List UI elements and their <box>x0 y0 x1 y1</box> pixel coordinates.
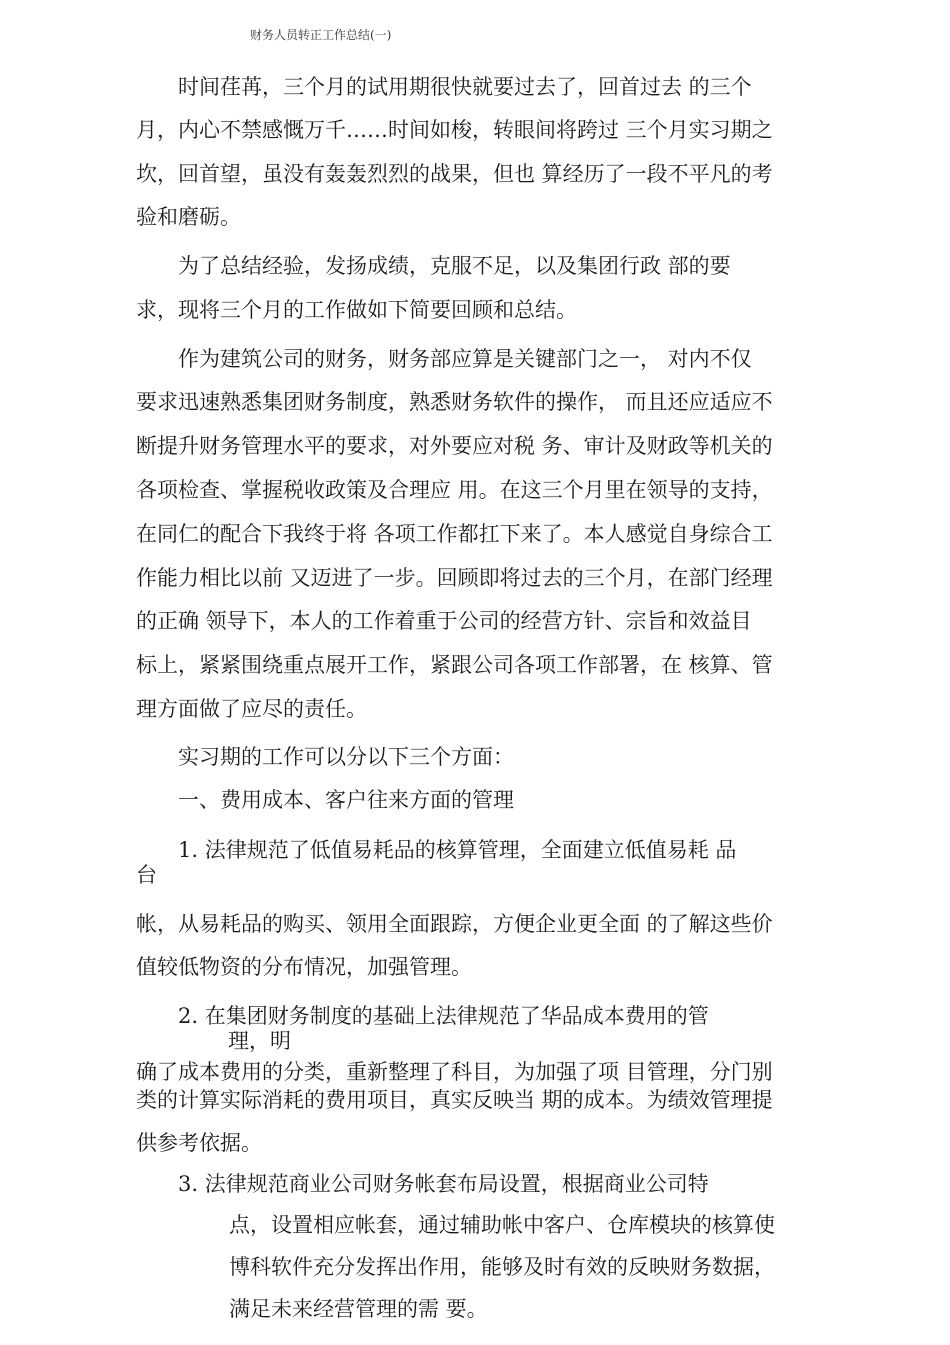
body-line: 类的计算实际消耗的费用项目，真实反映当 期的成本。为绩效管理提 <box>136 1088 773 1112</box>
body-line: 求，现将三个月的工作做如下简要回顾和总结。 <box>136 298 577 322</box>
body-line: 在同仁的配合下我终于将 各项工作都扛下来了。本人感觉自身综合工 <box>136 522 773 546</box>
body-line: 博科软件充分发挥出作用，能够及时有效的反映财务数据， <box>229 1255 775 1279</box>
body-line: 断提升财务管理水平的要求，对外要应对税 务、审计及财政等机关的 <box>136 434 773 458</box>
body-line: 供参考依据。 <box>136 1131 262 1155</box>
body-line: 理，明 <box>228 1029 291 1053</box>
body-line: 为了总结经验，发扬成绩，克服不足，以及集团行政 部的要 <box>178 254 731 278</box>
section-intro: 实习期的工作可以分以下三个方面： <box>178 745 514 769</box>
body-line: 确了成本费用的分类，重新整理了科目，为加强了项 目管理，分门别 <box>136 1060 773 1084</box>
body-line: 帐，从易耗品的购买、领用全面跟踪，方便企业更全面 的了解这些价 <box>136 912 773 936</box>
body-line: 月，内心不禁感慨万千……时间如梭，转眼间将跨过 三个月实习期之 <box>136 118 773 142</box>
page-header: 财务人员转正工作总结(一) <box>250 28 392 42</box>
list-item-2: 2. 在集团财务制度的基础上法律规范了华品成本费用的管 <box>178 1004 709 1028</box>
list-item-3: 3. 法律规范商业公司财务帐套布局设置，根据商业公司特 <box>178 1172 709 1196</box>
body-line: 满足未来经营管理的需 要。 <box>229 1297 488 1321</box>
section-heading: 一、费用成本、客户往来方面的管理 <box>178 788 514 812</box>
body-line: 点，设置相应帐套，通过辅助帐中客户、仓库模块的核算使 <box>229 1213 775 1237</box>
body-line: 的正确 领导下，本人的工作着重于公司的经营方针、宗旨和效益目 <box>136 609 752 633</box>
body-line: 作为建筑公司的财务，财务部应算是关键部门之一， 对内不仅 <box>178 347 752 371</box>
body-line: 要求迅速熟悉集团财务制度，熟悉财务软件的操作， 而且还应适应不 <box>136 390 773 414</box>
list-item-1: 1. 法律规范了低值易耗品的核算管理，全面建立低值易耗 品 <box>178 838 737 862</box>
body-line: 作能力相比以前 又迈进了一步。回顾即将过去的三个月，在部门经理 <box>136 566 773 590</box>
body-line: 值较低物资的分布情况，加强管理。 <box>136 955 472 979</box>
body-line: 标上，紧紧围绕重点展开工作，紧跟公司各项工作部署，在 核算、管 <box>136 653 773 677</box>
body-line: 各项检查、掌握税收政策及合理应 用。在这三个月里在领导的支持， <box>136 478 773 502</box>
body-line: 时间荏苒，三个月的试用期很快就要过去了，回首过去 的三个 <box>178 75 752 99</box>
body-line: 理方面做了应尽的责任。 <box>136 697 367 721</box>
body-line: 验和磨砺。 <box>136 205 241 229</box>
body-line: 台 <box>136 863 157 887</box>
body-line: 坎，回首望，虽没有轰轰烈烈的战果，但也 算经历了一段不平凡的考 <box>136 162 773 186</box>
